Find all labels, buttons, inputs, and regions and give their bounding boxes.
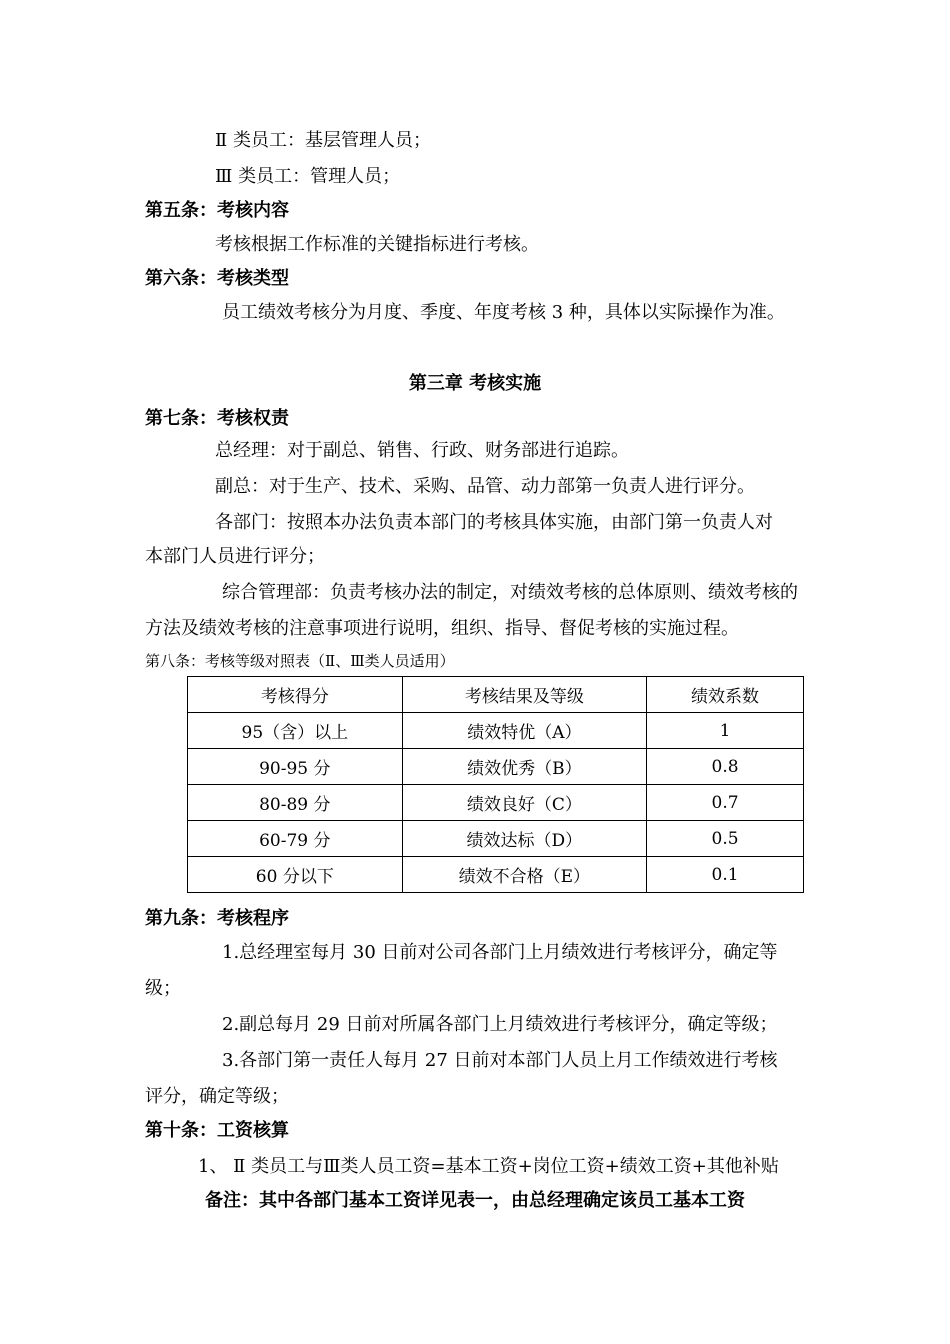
table-cell: 0.5 xyxy=(647,821,804,857)
table-header-row xyxy=(188,677,804,713)
table-cell: 90-95 分 xyxy=(188,749,403,785)
table-cell: 0.1 xyxy=(647,857,804,893)
article-7-gm: 总经理：对于副总、销售、行政、财务部进行追踪。 xyxy=(215,440,629,461)
article-9-step1-line2: 级； xyxy=(145,978,181,999)
table-cell: 绩效良好（C） xyxy=(402,785,646,821)
chapter-3-title: 第三章 考核实施 xyxy=(408,373,542,394)
article-9-step3-line1: 3.各部门第一责任人每月 27 日前对本部门人员上月工作绩效进行考核 xyxy=(222,1050,778,1071)
article-9-step1-line1: 1.总经理室每月 30 日前对公司各部门上月绩效进行考核评分，确定等 xyxy=(222,942,778,963)
table-cell: 绩效特优（A） xyxy=(402,713,646,749)
table-cell: 绩效优秀（B） xyxy=(402,749,646,785)
table-cell: 绩效不合格（E） xyxy=(402,857,646,893)
article-7-admin-line2: 方法及绩效考核的注意事项进行说明，组织、指导、督促考核的实施过程。 xyxy=(145,618,739,639)
category-2-line: Ⅱ 类员工：基层管理人员； xyxy=(215,130,431,151)
table-header-cell: 绩效系数 xyxy=(647,677,804,713)
article-7-vp: 副总：对于生产、技术、采购、品管、动力部第一负责人进行评分。 xyxy=(215,476,755,497)
article-7-title: 第七条：考核权责 xyxy=(145,408,289,429)
category-3-line: Ⅲ 类员工：管理人员； xyxy=(215,166,401,187)
table-cell: 1 xyxy=(647,713,804,749)
table-header-cell: 考核结果及等级 xyxy=(402,677,646,713)
table-cell: 0.7 xyxy=(647,785,804,821)
article-9-title: 第九条：考核程序 xyxy=(145,908,289,929)
article-7-dept-line1: 各部门：按照本办法负责本部门的考核具体实施，由部门第一负责人对 xyxy=(215,512,773,533)
note-line: 备注：其中各部门基本工资详见表一，由总经理确定该员工基本工资 xyxy=(205,1190,745,1211)
article-10-item1: 1、 Ⅱ 类员工与Ⅲ类人员工资=基本工资+岗位工资+绩效工资+其他补贴 xyxy=(198,1156,779,1177)
article-7-admin-line1: 综合管理部：负责考核办法的制定，对绩效考核的总体原则、绩效考核的 xyxy=(222,582,798,603)
article-8-title: 第八条：考核等级对照表（Ⅱ、Ⅲ类人员适用） xyxy=(145,652,455,670)
table-cell: 绩效达标（D） xyxy=(402,821,646,857)
table-row xyxy=(188,749,804,785)
article-5-body: 考核根据工作标准的关键指标进行考核。 xyxy=(215,234,539,255)
article-10-title: 第十条：工资核算 xyxy=(145,1120,289,1141)
table-cell: 80-89 分 xyxy=(188,785,403,821)
table-cell: 60 分以下 xyxy=(188,857,403,893)
article-6-title: 第六条：考核类型 xyxy=(145,268,289,289)
table-row xyxy=(188,821,804,857)
table-row xyxy=(188,713,804,749)
article-9-step2: 2.副总每月 29 日前对所属各部门上月绩效进行考核评分，确定等级； xyxy=(222,1014,778,1035)
article-6-body: 员工绩效考核分为月度、季度、年度考核 3 种，具体以实际操作为准。 xyxy=(222,302,785,323)
article-5-title: 第五条：考核内容 xyxy=(145,200,289,221)
article-9-step3-line2: 评分，确定等级； xyxy=(145,1086,289,1107)
article-7-dept-line2: 本部门人员进行评分； xyxy=(145,546,325,567)
table-cell: 95（含）以上 xyxy=(188,713,403,749)
table-row xyxy=(188,857,804,893)
grade-table xyxy=(187,676,804,893)
table-header-cell: 考核得分 xyxy=(188,677,403,713)
table-cell: 60-79 分 xyxy=(188,821,403,857)
table-row xyxy=(188,785,804,821)
table-cell: 0.8 xyxy=(647,749,804,785)
